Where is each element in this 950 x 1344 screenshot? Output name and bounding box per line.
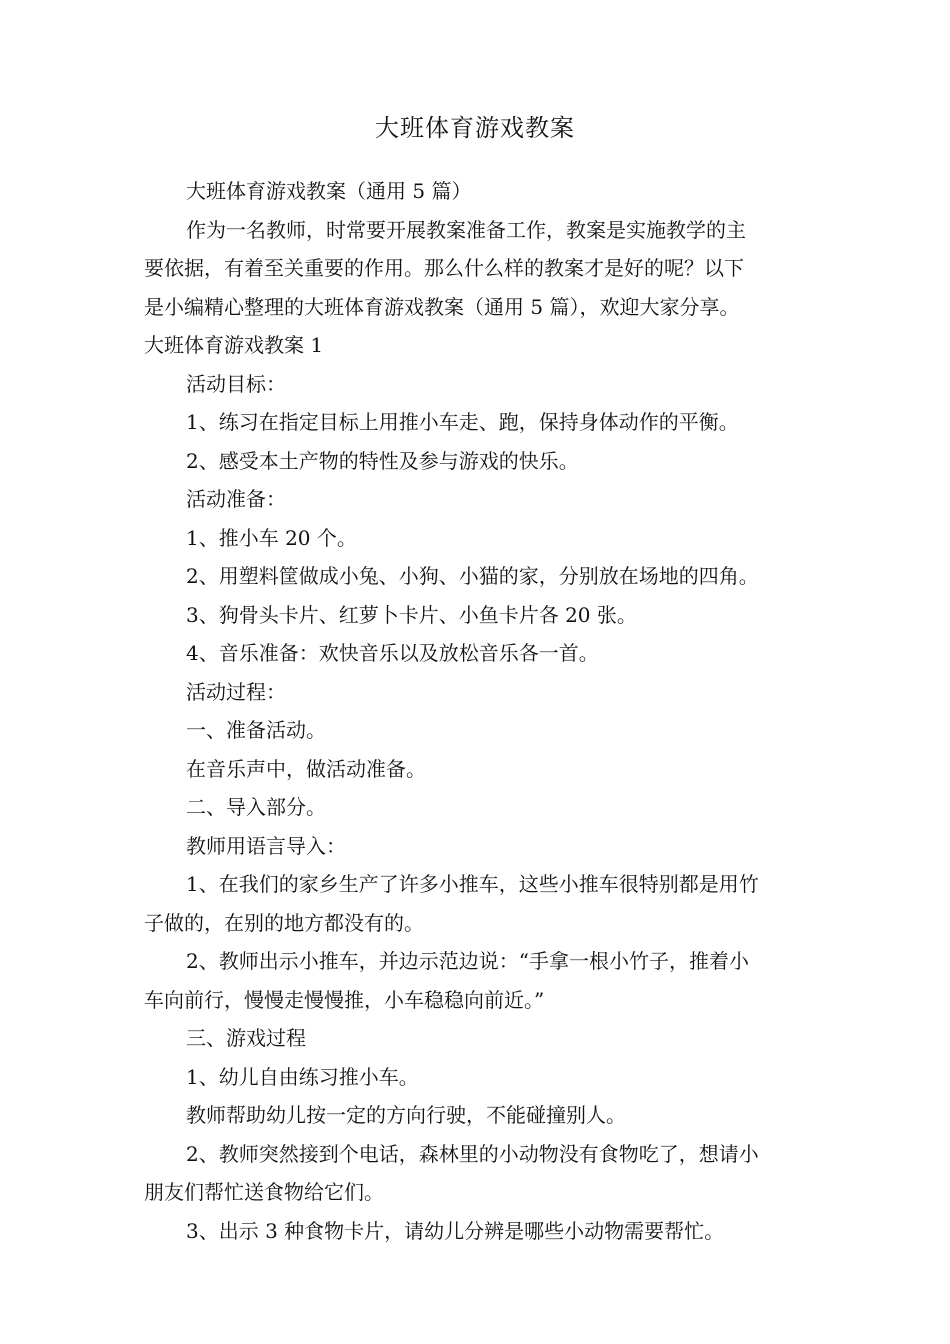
text-line: 3、狗骨头卡片、红萝卜卡片、小鱼卡片各 20 张。 (186, 602, 637, 627)
page-title: 大班体育游戏教案 (375, 114, 575, 142)
text-line: 一、准备活动。 (186, 718, 326, 742)
text-line: 作为一名教师，时常要开展教案准备工作，教案是实施教学的主 (186, 217, 746, 242)
text-line: 4、音乐准备：欢快音乐以及放松音乐各一首。 (186, 641, 599, 665)
text-line: 2、教师出示小推车，并边示范边说：“手拿一根小竹子，推着小 (186, 949, 749, 973)
text-line: 教师用语言导入： (186, 833, 346, 858)
document-body (144, 172, 808, 1250)
text-line: 2、教师突然接到个电话，森林里的小动物没有食物吃了，想请小 (186, 1141, 759, 1166)
text-line: 活动目标： (186, 371, 286, 396)
text-line: 要依据，有着至关重要的作用。那么什么样的教案才是好的呢？以下 (144, 256, 744, 280)
text-line: 2、感受本土产物的特性及参与游戏的快乐。 (186, 448, 579, 473)
text-line: 活动准备： (186, 487, 286, 511)
text-line: 教师帮助幼儿按一定的方向行驶，不能碰撞别人。 (186, 1103, 626, 1127)
text-line: 2、用塑料筐做成小兔、小狗、小猫的家，分别放在场地的四角。 (186, 564, 759, 588)
text-line: 大班体育游戏教案（通用 5 篇） (186, 179, 472, 203)
text-line: 1、幼儿自由练习推小车。 (186, 1064, 419, 1089)
text-line: 1、练习在指定目标上用推小车走、跑，保持身体动作的平衡。 (186, 410, 739, 434)
text-line: 在音乐声中，做活动准备。 (186, 756, 426, 781)
text-line: 朋友们帮忙送食物给它们。 (144, 1180, 384, 1204)
text-line: 活动过程： (186, 679, 286, 704)
text-line: 1、在我们的家乡生产了许多小推车，这些小推车很特别都是用竹 (186, 872, 759, 896)
text-line: 车向前行，慢慢走慢慢推，小车稳稳向前近。” (144, 987, 545, 1012)
text-line: 3、出示 3 种食物卡片，请幼儿分辨是哪些小动物需要帮忙。 (186, 1218, 725, 1243)
text-line: 大班体育游戏教案 1 (144, 333, 324, 357)
text-line: 是小编精心整理的大班体育游戏教案（通用 5 篇），欢迎大家分享。 (144, 294, 740, 319)
text-line: 1、推小车 20 个。 (186, 525, 357, 550)
text-line: 三、游戏过程 (186, 1026, 306, 1050)
text-line: 二、导入部分。 (186, 795, 326, 819)
text-line: 子做的，在别的地方都没有的。 (144, 910, 424, 935)
